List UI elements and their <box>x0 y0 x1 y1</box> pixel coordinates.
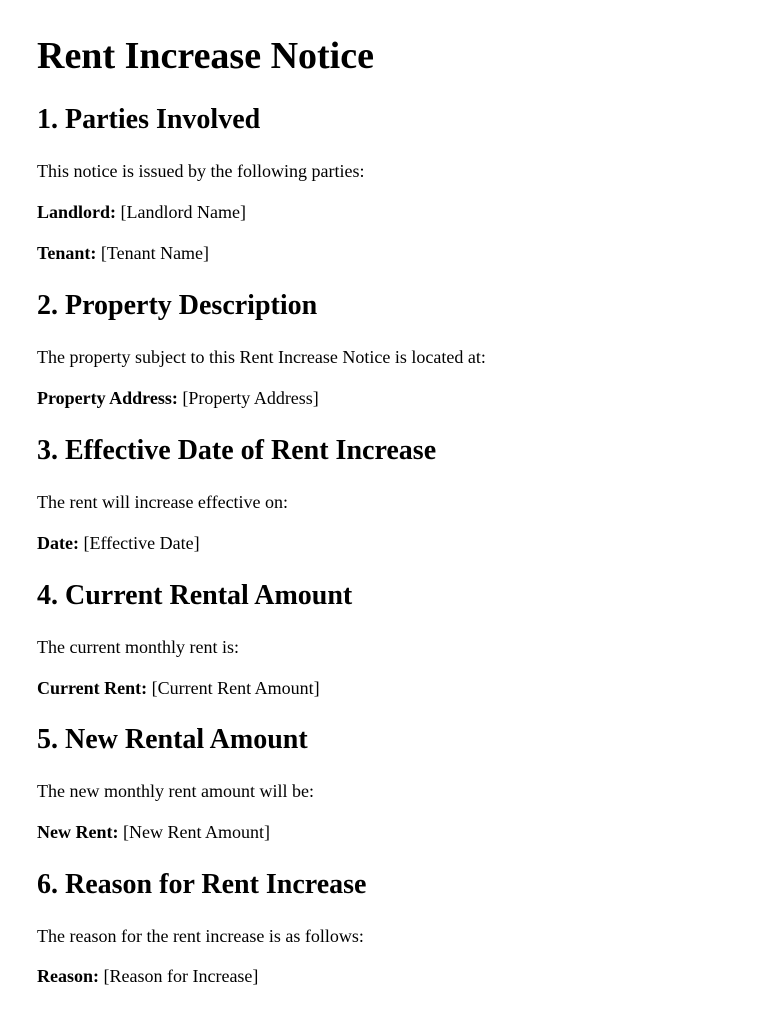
field-value: [Effective Date] <box>83 533 200 553</box>
section-reason-for-increase <box>37 868 737 986</box>
field-value: [New Rent Amount] <box>122 822 270 842</box>
field-landlord <box>37 201 246 223</box>
section-heading: 5. New Rental Amount <box>37 724 308 755</box>
field-date <box>37 532 200 554</box>
section-intro: The current monthly rent is: <box>37 637 239 657</box>
field-label: Reason: <box>37 966 99 986</box>
section-intro: This notice is issued by the following parties: <box>37 161 365 181</box>
section-intro: The rent will increase effective on: <box>37 492 289 512</box>
field-label: Landlord: <box>37 202 117 222</box>
section-heading: 1. Parties Involved <box>37 104 261 135</box>
field-label: New Rent: <box>37 822 119 842</box>
section-intro: The property subject to this Rent Increase Notice is located at: <box>37 347 486 367</box>
field-value: [Tenant Name] <box>100 243 210 263</box>
field-value: [Current Rent Amount] <box>151 678 320 698</box>
section-heading: 2. Property Description <box>37 290 318 321</box>
section-current-rental-amount <box>37 579 737 698</box>
section-new-rental-amount <box>37 723 737 842</box>
section-effective-date <box>37 434 737 553</box>
field-label: Date: <box>37 533 79 553</box>
field-label: Tenant: <box>37 243 97 263</box>
section-heading: 3. Effective Date of Rent Increase <box>37 435 437 466</box>
field-property-address <box>37 387 319 409</box>
section-heading: 4. Current Rental Amount <box>37 580 353 611</box>
field-label: Current Rent: <box>37 678 148 698</box>
document-title: Rent Increase Notice <box>37 35 374 77</box>
field-value: [Property Address] <box>182 388 319 408</box>
section-intro: The reason for the rent increase is as follows: <box>37 926 364 946</box>
section-heading: 6. Reason for Rent Increase <box>37 869 367 900</box>
field-current-rent <box>37 677 320 699</box>
field-value: [Landlord Name] <box>120 202 246 222</box>
field-new-rent <box>37 821 270 843</box>
field-value: [Reason for Increase] <box>103 966 259 986</box>
section-parties-involved <box>37 103 737 263</box>
field-label: Property Address: <box>37 388 178 408</box>
field-reason <box>37 965 258 987</box>
field-tenant <box>37 242 209 264</box>
section-property-description <box>37 289 737 408</box>
section-intro: The new monthly rent amount will be: <box>37 781 314 801</box>
